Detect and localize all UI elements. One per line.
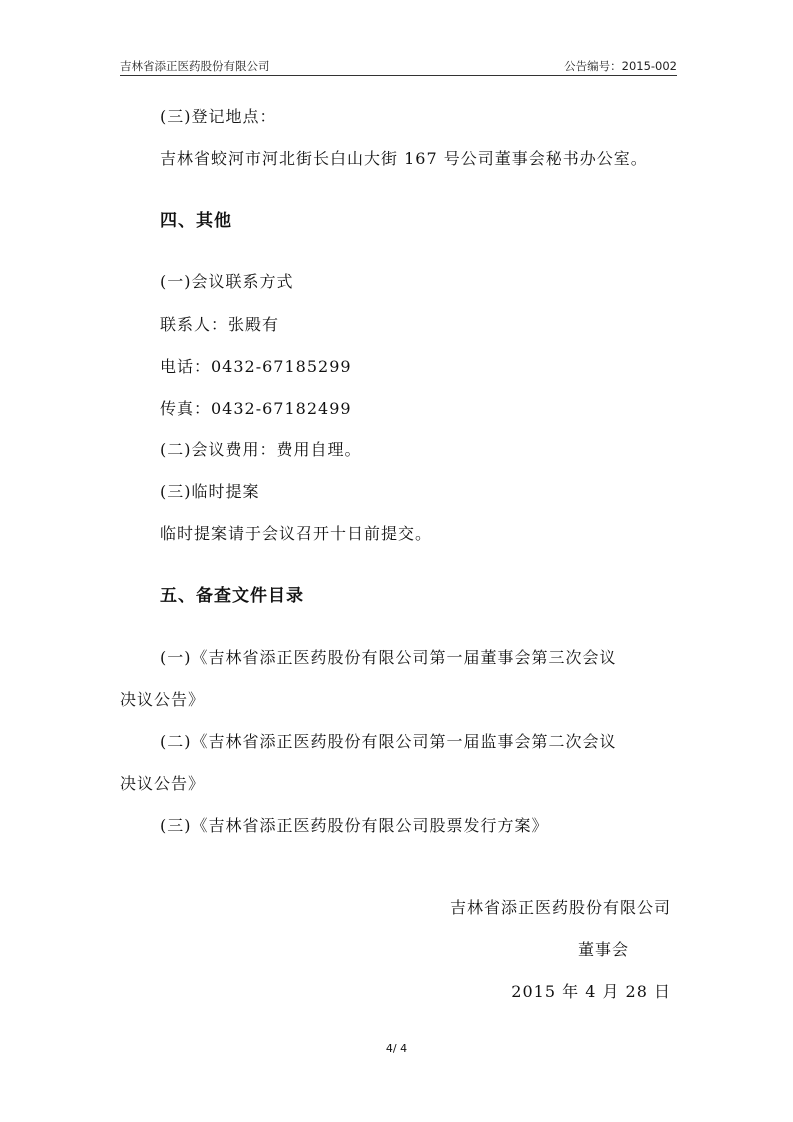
- meeting-expense: (二)会议费用：费用自理。: [160, 440, 362, 459]
- contact-fax: 传真：0432-67182499: [160, 399, 352, 418]
- contact-heading: (一)会议联系方式: [160, 272, 294, 291]
- page-number: 4/ 4: [385, 1042, 408, 1055]
- document-item-2-continued: 决议公告》: [120, 774, 206, 793]
- signature-date: 2015 年 4 月 28 日: [511, 982, 671, 1001]
- contact-person: 联系人：张殿有: [160, 315, 280, 334]
- header-company: 吉林省添正医药股份有限公司: [120, 59, 270, 73]
- section-4-title: 四、其他: [160, 211, 232, 231]
- proposal-text: 临时提案请于会议召开十日前提交。: [160, 524, 433, 543]
- signature-company: 吉林省添正医药股份有限公司: [449, 898, 671, 917]
- registration-address: 吉林省蛟河市河北街长白山大街 167 号公司董事会秘书办公室。: [160, 149, 648, 168]
- document-item-3: (三)《吉林省添正医药股份有限公司股票发行方案》: [160, 816, 549, 835]
- document-item-1-continued: 决议公告》: [120, 690, 206, 709]
- proposal-heading: (三)临时提案: [160, 482, 260, 501]
- registration-heading: (三)登记地点：: [160, 107, 277, 126]
- header-notice-number: 公告编号：2015-002: [564, 59, 677, 73]
- document-item-1: (一)《吉林省添正医药股份有限公司第一届董事会第三次会议: [160, 648, 617, 667]
- contact-phone: 电话：0432-67185299: [160, 357, 352, 376]
- document-item-2: (二)《吉林省添正医药股份有限公司第一届监事会第二次会议: [160, 732, 617, 751]
- signature-board: 董事会: [578, 940, 630, 959]
- section-5-title: 五、备查文件目录: [160, 586, 304, 606]
- page-header: [120, 55, 677, 76]
